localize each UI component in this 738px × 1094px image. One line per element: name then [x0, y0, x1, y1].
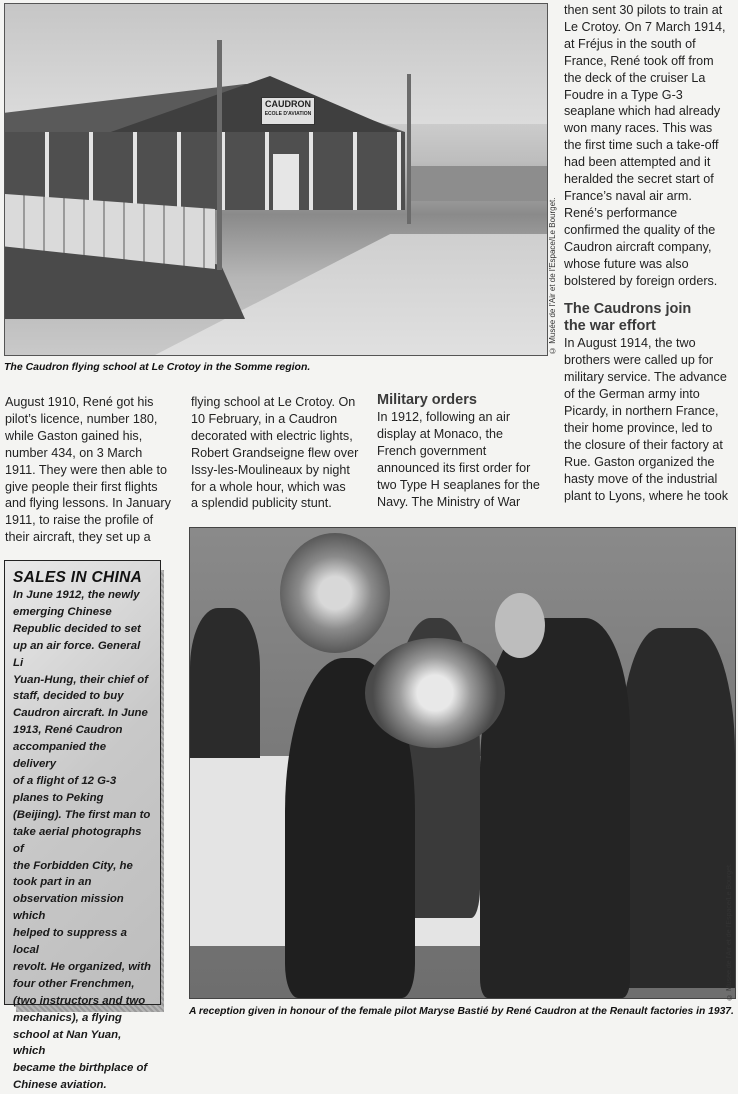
text-line: while Gaston gained his, — [5, 428, 143, 443]
text-line: Picardy, in northern France, — [564, 404, 719, 419]
text-line: of a flight of 12 G-3 — [13, 774, 117, 787]
text-line: a splendid publicity stunt. — [191, 496, 332, 511]
text-line: observation mission which — [13, 893, 124, 923]
column-2-text — [191, 394, 371, 512]
text-line: for a whole hour, which was — [191, 479, 346, 494]
text-line: decorated with electric lights, — [191, 428, 353, 443]
photo-bouquet — [365, 638, 505, 748]
text-line: plant to Lyons, where he took — [564, 488, 729, 503]
text-line: planes to Peking — [13, 791, 104, 804]
text-line: France’s naval air arm. — [564, 188, 692, 203]
sales-in-china-box — [4, 560, 161, 1092]
text-line: then sent 30 pilots to train at — [564, 3, 723, 17]
text-line: the deck of the cruiser La — [564, 70, 706, 85]
text-line: In June 1912, the newly — [13, 589, 140, 601]
text-line: Republic decided to set — [13, 622, 141, 635]
text-line: 1911, to raise the profile of — [5, 513, 154, 528]
text-line: at Fréjus in the south of — [564, 36, 696, 51]
text-line: their home province, led to — [564, 420, 713, 435]
photo-caudron-sign — [261, 97, 315, 125]
photo-distant-hangars — [410, 166, 547, 201]
text-line: Navy. The Ministry of War — [377, 494, 521, 509]
text-line: French government — [377, 443, 487, 458]
text-line: 10 February, in a Caudron — [191, 411, 338, 426]
photo-pole — [407, 74, 411, 224]
text-line: Foudre in a Type G-3 — [564, 87, 683, 102]
text-line: the Forbidden City, he — [13, 859, 133, 872]
text-line: helped to suppress a local — [13, 927, 127, 957]
photo-flower-arrangement — [280, 533, 390, 653]
text-line: (Beijing). The first man to — [13, 808, 151, 821]
photo-hangar-door — [273, 154, 299, 210]
photo-rene-caudron — [480, 618, 630, 998]
top-photo-caption: The Caudron flying school at Le Crotoy in the Somme region. — [4, 361, 311, 373]
text-line: the closure of their factory at — [564, 437, 723, 452]
text-line: emerging Chinese — [13, 605, 112, 618]
text-line: Yuan-Hung, their chief of — [13, 673, 148, 686]
reception-photo — [189, 527, 736, 999]
text-line: 1913, René Caudron — [13, 724, 123, 737]
text-line: August 1910, René got his — [5, 395, 154, 409]
photo-rene-caudron-head — [495, 593, 545, 658]
text-line: mechanics), a flying — [13, 1011, 122, 1024]
text-line: staff, decided to buy — [13, 690, 124, 703]
sidebar-title: SALES IN CHINA — [13, 569, 143, 586]
bottom-photo-credit: © Musée de l'Air et de l'Espace/Le Bourget. — [726, 863, 733, 1000]
text-line: announced its first order for — [377, 460, 531, 475]
text-line: and flying lessons. In January — [5, 496, 171, 511]
text-line: Rue. Gaston organized the — [564, 454, 715, 469]
text-line: display at Monaco, the — [377, 426, 504, 441]
photo-pole — [217, 40, 222, 270]
text-line: revolt. He organized, with — [13, 960, 151, 973]
text-line: the first time such a take-off — [564, 138, 719, 153]
text-line: military service. The advance — [564, 370, 727, 385]
bottom-photo-caption: A reception given in honour of the female pilot Maryse Bastié by René Caudron at the Renault factories in 1937. — [189, 1006, 734, 1017]
section-heading-military-orders: Military orders — [377, 392, 477, 408]
text-line: hasty move of the industrial — [564, 471, 718, 486]
column-4 — [564, 2, 738, 504]
photo-guest — [620, 628, 735, 988]
column-4-text-bottom — [564, 335, 738, 504]
text-line: number 434, on 3 March — [5, 445, 143, 460]
text-line: bolstered by foreign orders. — [564, 273, 718, 288]
flying-school-photo — [4, 3, 548, 356]
text-line: give people their first flights — [5, 479, 158, 494]
text-line: accompanied the delivery — [13, 741, 107, 771]
text-line: seaplane which had already — [564, 104, 721, 119]
text-line: took part in an — [13, 876, 92, 889]
text-line: won many races. This was — [564, 121, 713, 136]
text-line: 1911. They were then able to — [5, 462, 167, 477]
text-line: brothers were called up for — [564, 353, 714, 368]
text-line: René’s performance — [564, 205, 678, 220]
column-4-text-top — [564, 2, 738, 289]
text-line: Chinese aviation. — [13, 1079, 107, 1092]
text-line: take aerial photographs of — [13, 825, 142, 855]
text-line: pilot’s licence, number 180, — [5, 411, 158, 426]
column-3 — [377, 392, 552, 510]
text-line: heralded the secret start of — [564, 172, 714, 187]
text-line: flying school at Le Crotoy. On — [191, 395, 356, 409]
section-heading-war-effort — [564, 301, 738, 335]
text-line: Robert Grandseigne flew over — [191, 445, 359, 460]
text-line: four other Frenchmen, — [13, 977, 135, 990]
text-line: Issy-les-Moulineaux by night — [191, 462, 350, 477]
photo-guest — [190, 608, 260, 758]
sign-subtext: ECOLE D'AVIATION — [264, 111, 312, 117]
text-line: school at Nan Yuan, which — [13, 1028, 122, 1058]
text-line: two Type H seaplanes for the — [377, 477, 540, 492]
column-3-text — [377, 409, 552, 510]
text-line: France, René took off from — [564, 53, 714, 68]
text-line: confirmed the quality of the — [564, 222, 716, 237]
top-photo-credit: © Musée de l'Air et de l'Espace/Le Bourget. — [548, 197, 557, 355]
heading-line: the war effort — [564, 318, 656, 335]
column-1-text — [5, 394, 185, 546]
text-line: their aircraft, they set up a — [5, 530, 151, 545]
text-line: In August 1914, the two — [564, 336, 696, 351]
text-line: of the German army into — [564, 387, 700, 402]
text-line: In 1912, following an air — [377, 410, 511, 424]
text-line: became the birthplace of — [13, 1062, 148, 1075]
text-line: Le Crotoy. On 7 March 1914, — [564, 19, 726, 34]
sign-text: CAUDRON — [265, 99, 311, 109]
heading-line: The Caudrons join — [564, 301, 692, 318]
text-line: had been attempted and it — [564, 155, 711, 170]
text-line: (two instructors and two — [13, 994, 146, 1007]
sidebar-text — [13, 587, 152, 1094]
text-line: Caudron aircraft. In June — [13, 707, 148, 720]
text-line: up an air force. General Li — [13, 639, 141, 669]
text-line: whose future was also — [564, 256, 689, 271]
text-line: Caudron aircraft company, — [564, 239, 712, 254]
